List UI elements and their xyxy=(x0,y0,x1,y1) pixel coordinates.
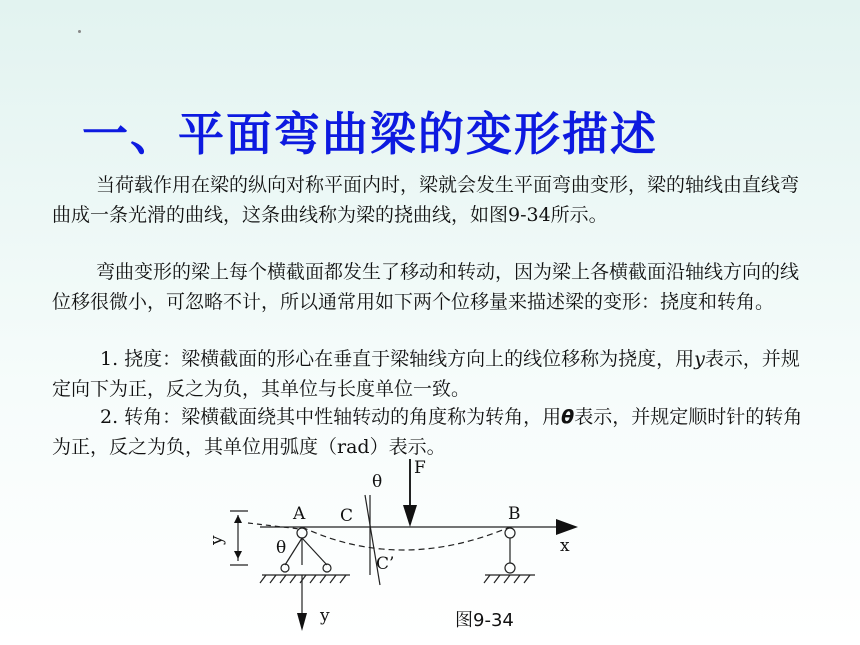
label-y-dimension: y xyxy=(207,535,227,545)
rotation-text-b: 表示，并规定顺时针的转角为正，反之为负，其单位用弧度（rad）表示。 xyxy=(52,406,803,458)
label-c-prime: C’ xyxy=(376,554,395,574)
deflection-curve xyxy=(302,527,510,550)
support-a-left-leg xyxy=(285,538,302,565)
paragraph-rotation xyxy=(52,402,812,462)
deflection-text-a: 1. 挠度：梁横截面的形心在垂直于梁轴线方向上的线位移称为挠度，用 xyxy=(100,348,695,370)
support-a-right-leg xyxy=(302,538,327,565)
label-x-axis: x xyxy=(560,536,570,556)
support-b-pin xyxy=(505,528,515,538)
support-b-roller xyxy=(505,563,515,573)
support-a-roller-left xyxy=(281,564,289,572)
slide-marker-dot xyxy=(78,30,81,33)
deflection-variable: y xyxy=(694,348,705,370)
rotation-variable: θ xyxy=(561,406,575,428)
deflection-text-b: 表示，并规定向下为正，反之为负，其单位与长度单位一致。 xyxy=(52,348,800,400)
label-point-a: A xyxy=(293,504,306,524)
label-theta-top: θ xyxy=(372,472,383,492)
paragraph-definition xyxy=(52,170,812,230)
y-dim-arrow-top xyxy=(234,515,242,523)
support-b-hatch xyxy=(484,575,530,583)
figure-caption: 图9-34 xyxy=(455,610,514,631)
label-point-c: C xyxy=(340,506,354,526)
support-a-pin xyxy=(297,528,307,538)
label-point-b: B xyxy=(508,504,521,524)
paragraph-definition-text: 当荷载作用在梁的纵向对称平面内时，梁就会发生平面弯曲变形，梁的轴线由直线弯曲成一条光滑的曲线，这条曲线称为梁的挠曲线，如图9-34所示。 xyxy=(52,174,800,226)
paragraph-displacement xyxy=(52,257,812,317)
x-axis-arrow xyxy=(556,519,578,535)
support-a-roller-right xyxy=(323,564,331,572)
label-force: F xyxy=(414,458,426,478)
paragraph-displacement-text: 弯曲变形的梁上每个横截面都发生了移动和转动，因为梁上各横截面沿轴线方向的线位移很微小，可忽略不计，所以通常用如下两个位移量来描述梁的变形：挠度和转角。 xyxy=(52,261,800,313)
force-arrowhead xyxy=(403,505,417,527)
label-theta-left: θ xyxy=(276,538,287,558)
slide-title: 一、平面弯曲梁的变形描述 xyxy=(82,107,658,161)
label-y-axis: y xyxy=(320,606,330,626)
support-a-hatch xyxy=(260,575,346,583)
y-axis-arrow xyxy=(297,613,307,631)
beam-deflection-figure xyxy=(200,455,600,645)
rotation-text-a: 2. 转角：梁横截面绕其中性轴转动的角度称为转角，用 xyxy=(100,406,562,428)
paragraph-deflection xyxy=(52,344,812,404)
y-dim-arrow-bottom xyxy=(234,551,242,559)
